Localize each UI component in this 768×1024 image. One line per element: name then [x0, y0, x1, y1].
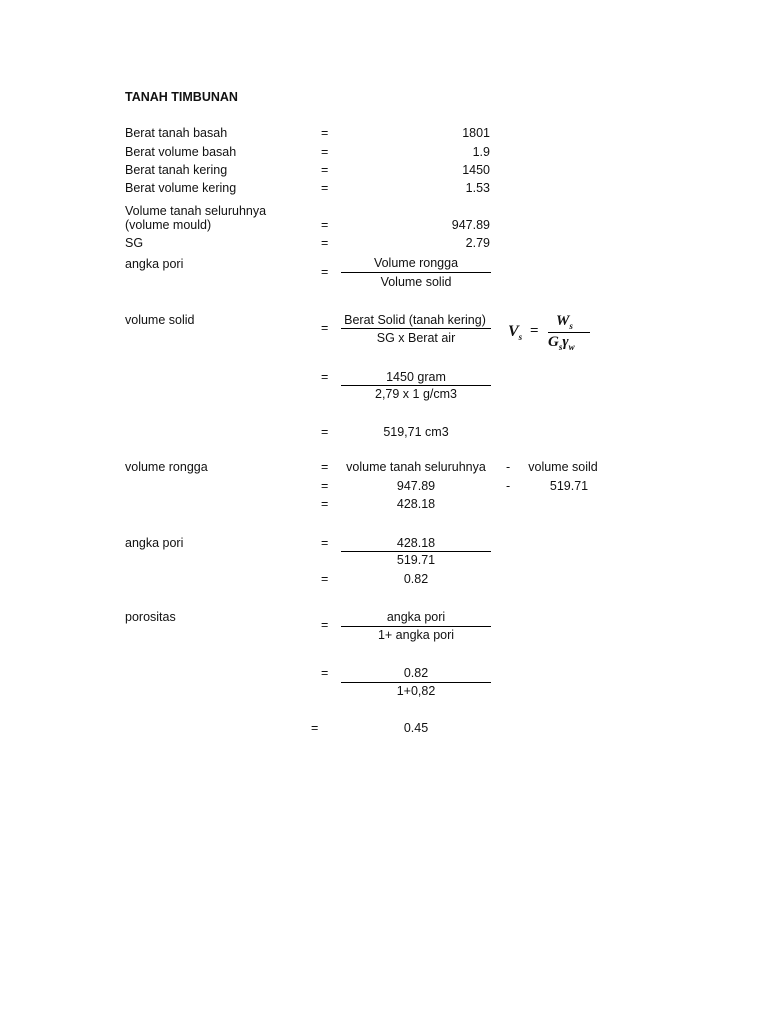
fraction-denominator: 2,79 x 1 g/cm3 — [375, 387, 457, 401]
param-value-volume-tanah-seluruhnya: 947.89 — [451, 218, 490, 232]
param-value-sg: 2.79 — [465, 236, 490, 250]
param-label-berat-volume-kering: Berat volume kering — [125, 181, 237, 195]
volume-rongga-value-a: 947.89 — [396, 479, 436, 493]
fraction-denominator: SG x Berat air — [376, 331, 456, 345]
fraction-denominator: 519.71 — [396, 553, 436, 567]
volume-rongga-label: volume rongga — [125, 460, 208, 474]
equals-sign: = — [321, 536, 329, 550]
fraction-denominator: 1+0,82 — [396, 684, 436, 698]
equals-sign: = — [321, 145, 329, 159]
volume-solid-formula — [508, 313, 592, 355]
fraction-denominator: 1+ angka pori — [377, 628, 455, 642]
fraction-bar — [341, 272, 491, 273]
fraction-bar — [341, 682, 491, 683]
minus-sign: - — [506, 460, 511, 474]
equals-sign: = — [321, 618, 329, 632]
equals-sign: = — [321, 497, 329, 511]
formula-lhs: $V_s$ — [508, 323, 523, 343]
fraction-bar — [341, 551, 491, 552]
angka-pori-label: angka pori — [125, 536, 184, 550]
angka-pori-def-label: angka pori — [125, 257, 184, 271]
volume-rongga-result: 428.18 — [396, 497, 436, 511]
equals-sign: = — [321, 265, 329, 279]
fraction-numerator: 1450 gram — [386, 370, 446, 384]
fraction-numerator: Volume rongga — [373, 256, 459, 270]
document-title: TANAH TIMBUNAN — [125, 90, 238, 104]
equals-sign: = — [321, 666, 329, 680]
fraction-numerator: 0.82 — [403, 666, 429, 680]
equals-sign: = — [321, 236, 329, 250]
param-value-berat-tanah-basah: 1801 — [462, 126, 490, 140]
angka-pori-result: 0.82 — [403, 572, 429, 586]
minus-sign: - — [506, 479, 511, 493]
formula-denominator: $G_s\gamma_w$ — [548, 334, 575, 352]
formula-equals: = — [530, 323, 539, 339]
equals-sign: = — [311, 721, 319, 735]
param-value-berat-tanah-kering: 1450 — [462, 163, 490, 177]
param-value-berat-volume-kering: 1.53 — [465, 181, 490, 195]
equals-sign: = — [321, 181, 329, 195]
equals-sign: = — [321, 321, 329, 335]
param-label-volume-tanah-seluruhnya: Volume tanah seluruhnya — [125, 204, 267, 218]
fraction-numerator: 428.18 — [396, 536, 436, 550]
volume-solid-label: volume solid — [125, 313, 195, 327]
equals-sign: = — [321, 425, 329, 439]
equals-sign: = — [321, 479, 329, 493]
param-label-volume-mould: (volume mould) — [125, 218, 212, 232]
param-value-berat-volume-basah: 1.9 — [472, 145, 490, 159]
fraction-numerator: Berat Solid (tanah kering) — [344, 313, 486, 327]
equals-sign: = — [321, 163, 329, 177]
volume-rongga-value-b: 519.71 — [549, 479, 589, 493]
equals-sign: = — [321, 572, 329, 586]
equals-sign: = — [321, 460, 329, 474]
equals-sign: = — [321, 370, 329, 384]
fraction-bar — [341, 385, 491, 386]
volume-rongga-term-b: volume soild — [528, 460, 598, 474]
fraction-numerator: angka pori — [386, 610, 446, 624]
volume-rongga-term-a: volume tanah seluruhnya — [346, 460, 486, 474]
fraction-denominator: Volume solid — [380, 275, 452, 289]
fraction-bar — [341, 626, 491, 627]
formula-numerator: $W_s$ — [556, 313, 573, 331]
porositas-label: porositas — [125, 610, 176, 624]
porositas-result: 0.45 — [403, 721, 429, 735]
equals-sign: = — [321, 126, 329, 140]
formula-bar — [548, 332, 590, 333]
volume-solid-result: 519,71 cm3 — [383, 425, 449, 439]
equals-sign: = — [321, 218, 329, 232]
param-label-berat-tanah-kering: Berat tanah kering — [125, 163, 228, 177]
param-label-berat-tanah-basah: Berat tanah basah — [125, 126, 228, 140]
param-label-sg: SG — [125, 236, 144, 250]
param-label-berat-volume-basah: Berat volume basah — [125, 145, 237, 159]
fraction-bar — [341, 328, 491, 329]
